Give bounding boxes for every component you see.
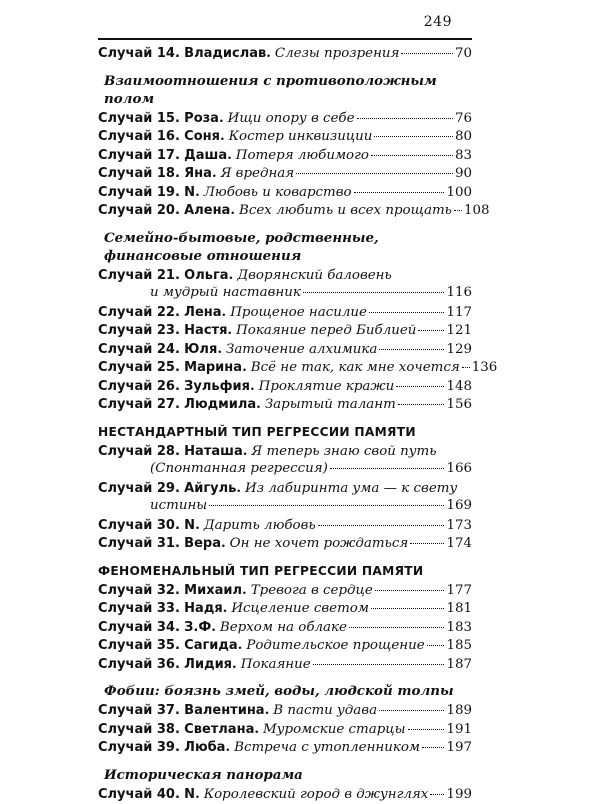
leader-dots	[318, 524, 445, 526]
case-name: N	[184, 184, 195, 203]
toc-entry[interactable]: Случай 29. Айгуль . Из лабиринта ума — к свету	[98, 479, 472, 498]
section-heading	[98, 682, 472, 701]
toc-entry[interactable]: Случай 19. N . Любовь и коварство 100	[98, 183, 472, 202]
page-ref: 90	[455, 165, 472, 184]
case-number: Случай 14.	[98, 45, 180, 64]
case-number: Случай 15.	[98, 110, 180, 129]
case-name: Лидия	[184, 656, 232, 675]
case-number: Случай 40.	[98, 786, 180, 804]
case-name: Лена	[184, 304, 221, 323]
leader-dots	[296, 172, 453, 174]
case-name: Зульфия	[184, 378, 250, 397]
section-heading-line: Историческая панорама	[104, 766, 472, 784]
toc-entry[interactable]: Случай 23. Настя . Покаяние перед Библией 121	[98, 321, 472, 340]
toc-entry[interactable]: Случай 26. Зульфия . Проклятие кражи 148	[98, 377, 472, 396]
page-ref: 166	[446, 460, 472, 479]
page-number: 249	[424, 14, 452, 30]
toc-entry[interactable]: Случай 30. N . Дарить любовь 173	[98, 516, 472, 535]
leader-dots	[313, 663, 445, 665]
toc-entry[interactable]: Случай 20. Алена . Всех любить и всех прощать 108	[98, 201, 472, 220]
case-title: Прощеное насилие	[230, 304, 367, 323]
case-title-continued: истины	[150, 497, 207, 516]
toc-entry[interactable]: Случай 21. Ольга . Дворянский баловень	[98, 266, 472, 285]
case-number: Случай 34.	[98, 619, 180, 638]
case-title: Всё не так, как мне хочется	[251, 359, 460, 378]
case-name: Яна	[184, 165, 212, 184]
case-name: З.Ф	[184, 619, 211, 638]
case-name: Марина	[184, 359, 242, 378]
case-title: В пасти удава	[273, 702, 377, 721]
case-title: Он не хочет рождаться	[230, 535, 409, 554]
case-number: Случай 36.	[98, 656, 180, 675]
case-name: Михаил	[184, 582, 242, 601]
case-title: Тревога в сердце	[251, 582, 373, 601]
case-number: Случай 27.	[98, 396, 180, 415]
leader-dots	[401, 52, 453, 54]
page-ref: 197	[446, 739, 472, 758]
section-heading	[98, 72, 472, 109]
leader-dots	[430, 793, 444, 795]
leader-dots	[209, 504, 444, 506]
case-number: Случай 35.	[98, 637, 180, 656]
page-ref: 156	[446, 396, 472, 415]
leader-dots	[369, 311, 445, 313]
case-name: Наташа	[184, 443, 243, 462]
case-name: Соня	[184, 128, 220, 147]
toc-entry[interactable]: Случай 27. Людмила . Зарытый талант 156	[98, 395, 472, 414]
case-name: Людмила	[184, 396, 256, 415]
case-number: Случай 39.	[98, 739, 180, 758]
case-number: Случай 19.	[98, 184, 180, 203]
case-number: Случай 17.	[98, 147, 180, 166]
toc-entry[interactable]: Случай 34. З.Ф . Верхом на облаке 183	[98, 618, 472, 637]
case-title: Верхом на облаке	[220, 619, 347, 638]
case-number: Случай 33.	[98, 600, 180, 619]
case-title: Исцеление светом	[231, 600, 369, 619]
header-rule	[98, 38, 472, 40]
case-name: Настя	[184, 322, 227, 341]
toc-entry[interactable]: Случай 31. Вера . Он не хочет рождаться 174	[98, 534, 472, 553]
page-ref: 148	[446, 378, 472, 397]
toc-entry[interactable]: Случай 25. Марина . Всё не так, как мне хочется 136	[98, 358, 472, 377]
case-name: Валентина	[184, 702, 264, 721]
page-ref: 185	[446, 637, 472, 656]
toc-entry[interactable]: Случай 16. Соня . Костер инквизиции 80	[98, 127, 472, 146]
toc-entry[interactable]: Случай 36. Лидия . Покаяние 187	[98, 655, 472, 674]
case-title: Я вредная	[221, 165, 295, 184]
case-title: Покаяние перед Библией	[236, 322, 416, 341]
section-heading	[98, 766, 472, 785]
section-heading	[98, 423, 472, 442]
case-number: Случай 29.	[98, 480, 180, 499]
toc-entry-continuation[interactable]	[98, 460, 472, 479]
leader-dots	[330, 467, 445, 469]
toc-entry[interactable]: Случай 35. Сагида . Родительское прощение 185	[98, 636, 472, 655]
case-number: Случай 22.	[98, 304, 180, 323]
section-heading-line: ФЕНОМЕНАЛЬНЫЙ ТИП РЕГРЕССИИ ПАМЯТИ	[98, 562, 472, 580]
case-title: Королевский город в джунглях	[204, 786, 429, 804]
page-ref: 173	[446, 517, 472, 536]
leader-dots	[379, 348, 444, 350]
section-heading-line: финансовые отношения	[104, 247, 472, 265]
case-title: Зарытый талант	[265, 396, 396, 415]
case-title: Потеря любимого	[236, 147, 369, 166]
case-title: Всех любить и всех прощать	[239, 202, 452, 221]
case-title: Слезы прозрения	[275, 45, 400, 64]
case-title: Проклятие кражи	[259, 378, 395, 397]
section-heading	[98, 229, 472, 266]
case-name: Надя	[184, 600, 223, 619]
leader-dots	[408, 728, 445, 730]
case-number: Случай 21.	[98, 267, 180, 286]
case-number: Случай 32.	[98, 582, 180, 601]
page-ref: 108	[464, 202, 490, 221]
case-number: Случай 23.	[98, 322, 180, 341]
page-ref: 199	[446, 786, 472, 804]
toc-entry[interactable]: Случай 39. Люба . Встреча с утопленником 197	[98, 738, 472, 757]
leader-dots	[427, 644, 445, 646]
toc-entry[interactable]: Случай 38. Светлана . Муромские старцы 191	[98, 720, 472, 739]
case-number: Случай 30.	[98, 517, 180, 536]
leader-dots	[379, 709, 444, 711]
case-name: Люба	[184, 739, 225, 758]
case-number: Случай 31.	[98, 535, 180, 554]
section-heading-line: Фобии: боязнь змей, воды, людской толпы	[104, 682, 472, 700]
case-title: Родительское прощение	[246, 637, 424, 656]
toc-entry[interactable]: Случай 15. Роза . Ищи опору в себе 76	[98, 109, 472, 128]
toc-entry-continuation[interactable]	[98, 284, 472, 303]
page-ref: 136	[472, 359, 498, 378]
page-ref: 121	[446, 322, 472, 341]
case-name: Вера	[184, 535, 221, 554]
toc-entry[interactable]: Случай 24. Юля . Заточение алхимика 129	[98, 340, 472, 359]
leader-dots	[371, 607, 444, 609]
page-ref: 181	[446, 600, 472, 619]
case-name: Роза	[184, 110, 219, 129]
toc-entry[interactable]: Случай 32. Михаил . Тревога в сердце 177	[98, 581, 472, 600]
section-heading-line: Взаимоотношения с противоположным полом	[104, 72, 472, 108]
toc-entry[interactable]: Случай 37. Валентина . В пасти удава 189	[98, 701, 472, 720]
page-ref: 76	[455, 110, 472, 129]
toc-entry[interactable]: Случай 18. Яна . Я вредная 90	[98, 164, 472, 183]
case-title: Дарить любовь	[204, 517, 316, 536]
leader-dots	[462, 366, 470, 368]
case-number: Случай 37.	[98, 702, 180, 721]
page-ref: 70	[455, 45, 472, 64]
case-name: Юля	[184, 341, 217, 360]
case-name: Айгуль	[184, 480, 236, 499]
page-ref: 189	[446, 702, 472, 721]
table-of-contents	[98, 44, 472, 803]
case-name: N	[184, 517, 195, 536]
page-ref: 191	[446, 721, 472, 740]
leader-dots	[357, 117, 453, 119]
toc-entry[interactable]: Случай 17. Даша . Потеря любимого 83	[98, 146, 472, 165]
leader-dots	[422, 746, 444, 748]
leader-dots	[410, 542, 444, 544]
case-number: Случай 18.	[98, 165, 180, 184]
case-number: Случай 28.	[98, 443, 180, 462]
case-name: Даша	[184, 147, 227, 166]
case-title: Из лабиринта ума — к свету	[245, 480, 457, 499]
leader-dots	[375, 589, 445, 591]
case-name: Алена	[184, 202, 230, 221]
case-title: Заточение алхимика	[226, 341, 377, 360]
case-title: Любовь и коварство	[204, 184, 352, 203]
page-ref: 80	[455, 128, 472, 147]
case-title: Ищи опору в себе	[228, 110, 355, 129]
toc-entry[interactable]: Случай 33. Надя . Исцеление светом 181	[98, 599, 472, 618]
case-number: Случай 38.	[98, 721, 180, 740]
leader-dots	[349, 626, 444, 628]
leader-dots	[303, 291, 445, 293]
page-ref: 129	[446, 341, 472, 360]
case-number: Случай 16.	[98, 128, 180, 147]
page-ref: 187	[446, 656, 472, 675]
toc-entry-continuation[interactable]	[98, 497, 472, 516]
case-title: Я теперь знаю свой путь	[251, 443, 436, 462]
case-number: Случай 25.	[98, 359, 180, 378]
case-title: Покаяние	[241, 656, 311, 675]
toc-entry[interactable]: Случай 40. N . Королевский город в джунглях 199	[98, 785, 472, 804]
page-ref: 116	[446, 284, 472, 303]
page-ref: 83	[455, 147, 472, 166]
case-number: Случай 20.	[98, 202, 180, 221]
case-title-continued: и мудрый наставник	[150, 284, 301, 303]
page-ref: 177	[446, 582, 472, 601]
case-name: Сагида	[184, 637, 238, 656]
case-title-continued: (Спонтанная регрессия)	[150, 460, 328, 479]
case-name: Светлана	[184, 721, 254, 740]
page-ref: 100	[446, 184, 472, 203]
case-title: Костер инквизиции	[229, 128, 373, 147]
leader-dots	[396, 385, 444, 387]
case-title: Муромские старцы	[263, 721, 406, 740]
leader-dots	[454, 209, 462, 211]
leader-dots	[418, 329, 444, 331]
toc-entry[interactable]: Случай 14. Владислав . Слезы прозрения 70	[98, 44, 472, 63]
toc-entry[interactable]: Случай 22. Лена . Прощеное насилие 117	[98, 303, 472, 322]
case-name: Владислав	[184, 45, 266, 64]
section-heading	[98, 562, 472, 581]
page-ref: 117	[446, 304, 472, 323]
leader-dots	[354, 191, 445, 193]
leader-dots	[398, 403, 445, 405]
page-ref: 174	[446, 535, 472, 554]
section-heading-line: Семейно-бытовые, родственные,	[104, 229, 472, 247]
page-ref: 169	[446, 497, 472, 516]
case-number: Случай 24.	[98, 341, 180, 360]
section-heading-line: НЕСТАНДАРТНЫЙ ТИП РЕГРЕССИИ ПАМЯТИ	[98, 423, 472, 441]
case-title: Дворянский баловень	[237, 267, 392, 286]
leader-dots	[371, 154, 453, 156]
case-name: Ольга	[184, 267, 228, 286]
case-name: N	[184, 786, 195, 804]
page-ref: 183	[446, 619, 472, 638]
leader-dots	[374, 135, 453, 137]
case-number: Случай 26.	[98, 378, 180, 397]
case-title: Встреча с утопленником	[234, 739, 420, 758]
toc-entry[interactable]: Случай 28. Наташа . Я теперь знаю свой путь	[98, 442, 472, 461]
